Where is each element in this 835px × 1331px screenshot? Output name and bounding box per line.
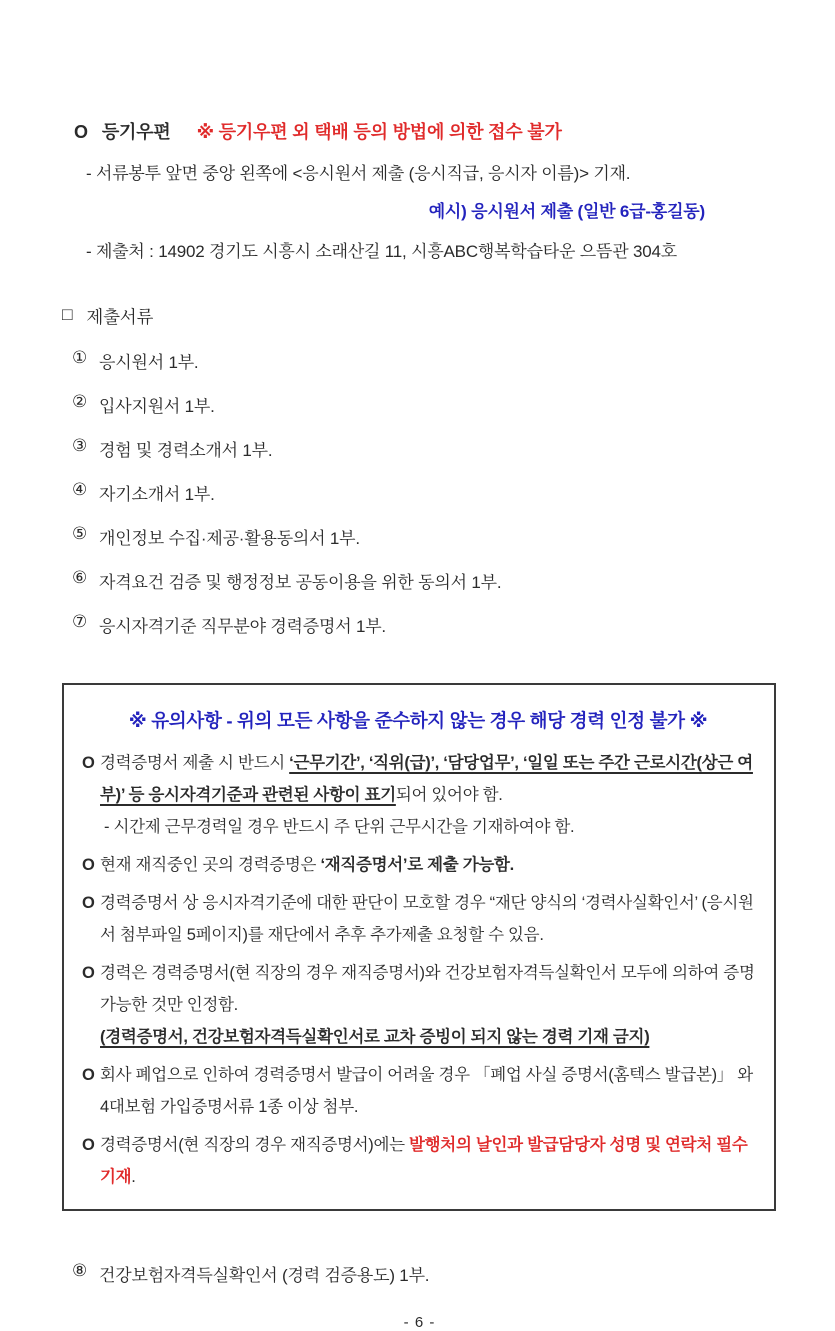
notice-text: 경력증명서 상 응시자격기준에 대한 판단이 모호할 경우 “재단 양식의 ‘경력사실확인서’ (응시원서 첨부파일 5페이지)를 재단에서 추후 추가제출 요청할 수 있음. bbox=[100, 894, 754, 944]
bullet-marker: O bbox=[82, 1136, 95, 1154]
notice-bullet-closed-company bbox=[74, 1059, 762, 1123]
documents-heading bbox=[62, 304, 777, 329]
bullet-marker: O bbox=[82, 856, 95, 874]
notice-text bbox=[100, 849, 762, 881]
bullet-marker: O bbox=[82, 1066, 95, 1084]
bullet-marker: O bbox=[74, 122, 88, 142]
list-item bbox=[72, 436, 777, 461]
list-item bbox=[72, 480, 777, 505]
notice-bullet-current-employment bbox=[74, 849, 762, 881]
notice-text bbox=[100, 957, 762, 1053]
list-item bbox=[72, 568, 777, 593]
text-run: 현재 재직중인 곳의 경력증명은 bbox=[100, 856, 321, 874]
bullet-marker: O bbox=[82, 964, 95, 982]
item-text: 자격요건 검증 및 행정정보 공동이용을 위한 동의서 1부. bbox=[99, 573, 502, 592]
notice-text: 회사 폐업으로 인하여 경력증명서 발급이 어려울 경우 「폐업 사실 증명서(홈텍스 발급본)」 와 4대보험 가입증명서류 1종 이상 첨부. bbox=[100, 1066, 753, 1116]
item-text: 건강보험자격득실확인서 (경력 검증용도) 1부. bbox=[99, 1266, 430, 1285]
notice-bullet-proof-by-both bbox=[74, 957, 762, 1053]
emphasized-run: (경력증명서, 건강보험자격득실확인서로 교차 증빙이 되지 않는 경력 기재 금지) bbox=[100, 1028, 650, 1046]
registered-mail-section bbox=[62, 118, 777, 262]
documents-heading-label: 제출서류 bbox=[86, 307, 154, 327]
example-note: 예시) 응시원서 제출 (일반 6급-홍길동) bbox=[428, 202, 705, 221]
notice-text bbox=[100, 1129, 762, 1193]
checkbox-marker: □ bbox=[62, 304, 73, 324]
notice-bullet-career-cert-required-fields bbox=[74, 747, 762, 843]
page-number: - 6 - bbox=[403, 1314, 436, 1331]
notice-box bbox=[62, 683, 776, 1211]
item-text: 자기소개서 1부. bbox=[99, 485, 215, 504]
item-number: ② bbox=[72, 392, 88, 411]
list-item bbox=[72, 524, 777, 549]
item-text: 입사지원서 1부. bbox=[99, 397, 215, 416]
text-run: . bbox=[131, 1168, 136, 1186]
emphasized-run: ‘근무기간’, ‘직위(급)’, ‘담당업무’, ‘일일 또는 주간 근로시간(상근 여부)’ 등 응시자격기준과 관련된 사항이 표기 bbox=[100, 754, 753, 804]
envelope-instruction: - 서류봉투 앞면 중앙 왼쪽에 <응시원서 제출 (응시직급, 응시자 이름)> 기재. bbox=[86, 164, 631, 183]
item-text: 응시자격기준 직무분야 경력증명서 1부. bbox=[99, 617, 386, 636]
item-number: ① bbox=[72, 348, 88, 367]
red-emphasis-run: 발행처의 날인과 발급담당자 성명 및 연락처 필수 기재 bbox=[100, 1136, 748, 1186]
registered-mail-warning: ※ 등기우편 외 택배 등의 방법에 의한 접수 불가 bbox=[196, 122, 562, 142]
notice-title: ※ 유의사항 - 위의 모든 사항을 준수하지 않는 경우 해당 경력 인정 불가 ※ bbox=[128, 710, 708, 731]
bullet-marker: O bbox=[82, 754, 95, 772]
item-number: ④ bbox=[72, 480, 88, 499]
item-number: ⑧ bbox=[72, 1261, 88, 1280]
notice-bullet-ambiguous-judgement bbox=[74, 887, 762, 951]
notice-text bbox=[100, 747, 762, 843]
sub-note: - 시간제 근무경력일 경우 반드시 주 단위 근무시간을 기재하여야 함. bbox=[104, 818, 575, 836]
bullet-marker: O bbox=[82, 894, 95, 912]
bold-run: ‘재직증명서’로 제출 가능함. bbox=[320, 856, 514, 874]
item-number: ⑥ bbox=[72, 568, 88, 587]
text-run: 경력증명서(현 직장의 경우 재직증명서)에는 bbox=[100, 1136, 410, 1154]
documents-section bbox=[62, 304, 777, 637]
item-number: ③ bbox=[72, 436, 88, 455]
list-item bbox=[72, 392, 777, 417]
text-run: 경력증명서 제출 시 반드시 bbox=[100, 754, 290, 772]
item-text: 개인정보 수집·제공·활용동의서 1부. bbox=[99, 529, 360, 548]
item-text: 경험 및 경력소개서 1부. bbox=[99, 441, 273, 460]
list-item bbox=[72, 612, 777, 637]
item-number: ⑤ bbox=[72, 524, 88, 543]
text-run: 경력은 경력증명서(현 직장의 경우 재직증명서)와 건강보험자격득실확인서 모두에 의하여 증명 가능한 것만 인정함. bbox=[100, 964, 755, 1014]
item-text: 응시원서 1부. bbox=[99, 353, 199, 372]
submission-address: - 제출처 : 14902 경기도 시흥시 소래산길 11, 시흥ABC행복학습타운 으뜸관 304호 bbox=[86, 242, 677, 261]
item-number: ⑦ bbox=[72, 612, 88, 631]
list-item bbox=[72, 348, 777, 373]
registered-mail-title: 등기우편 bbox=[101, 122, 171, 142]
registered-mail-heading bbox=[74, 118, 777, 144]
text-run: 되어 있어야 함. bbox=[395, 786, 503, 804]
notice-bullet-issuer-seal-required bbox=[74, 1129, 762, 1193]
list-item-8 bbox=[72, 1261, 777, 1286]
